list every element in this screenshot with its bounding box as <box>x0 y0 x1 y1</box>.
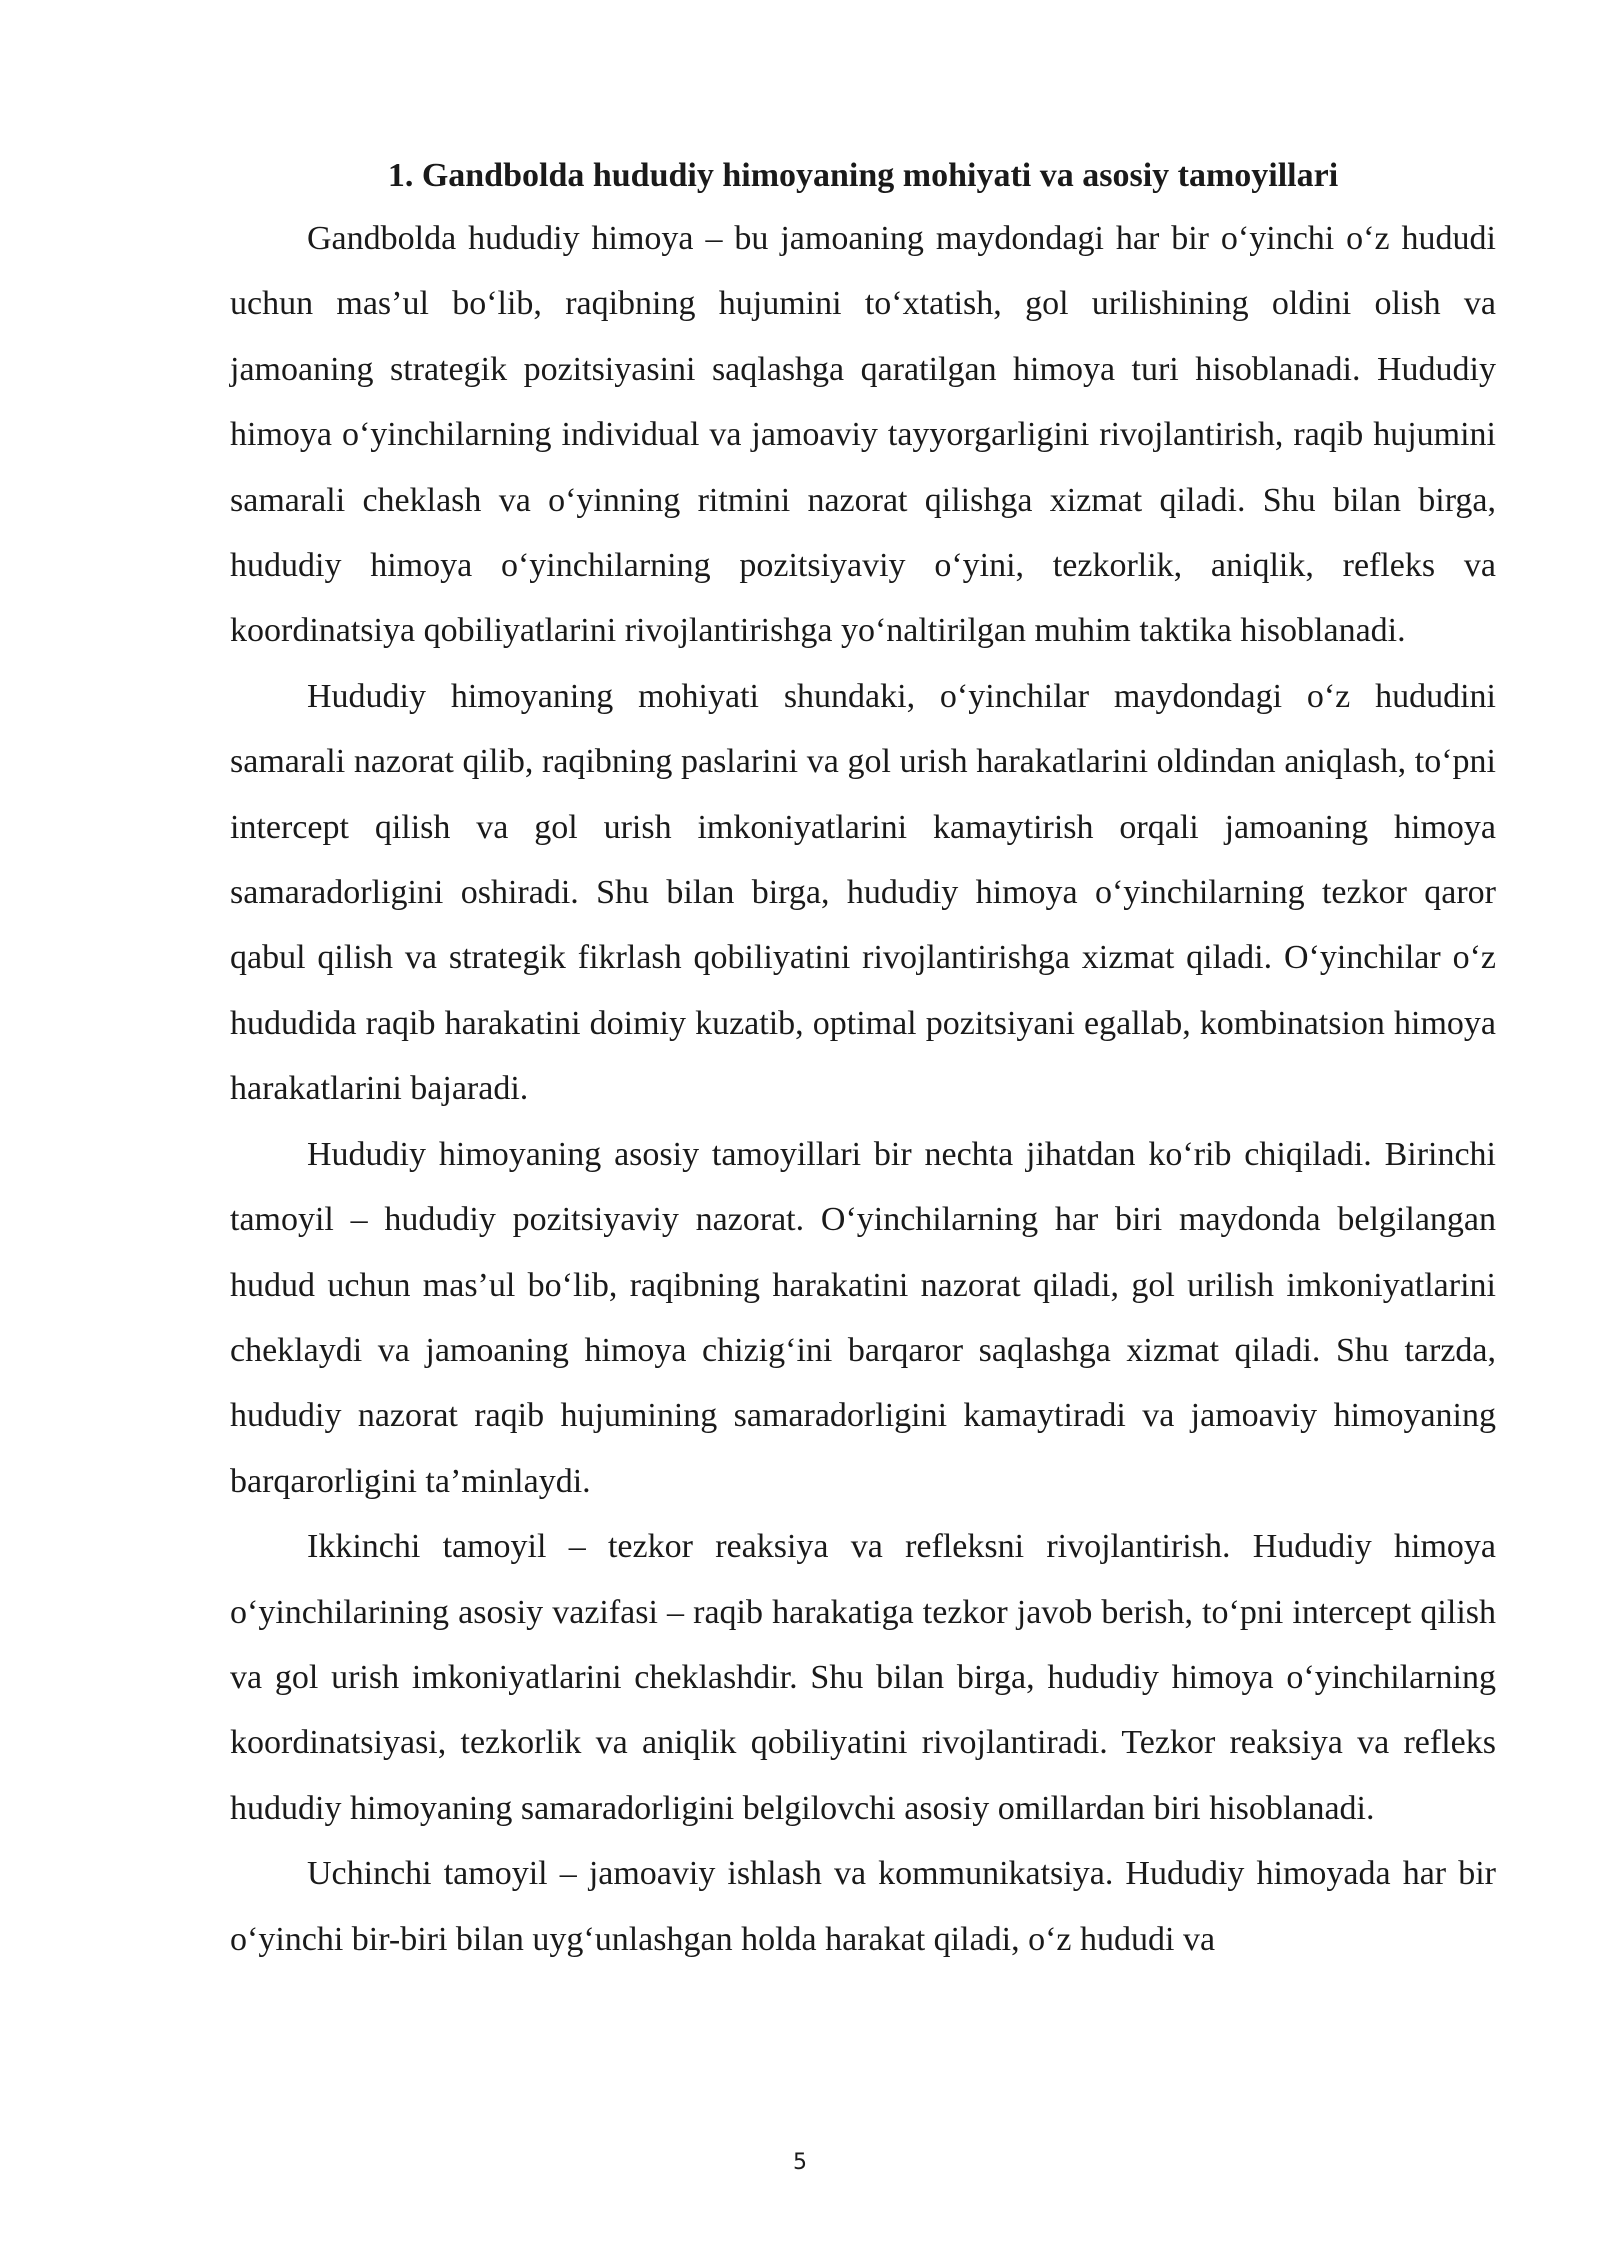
paragraph-4: Ikkinchi tamoyil – tezkor reaksiya va refleksni rivojlantirish. Hududiy himoya o‘yinchilarining asosiy vazifasi – raqib harakatiga tezkor javob berish, to‘pni intercept qilish va gol urish imkoniyatlarini cheklashdir. Shu bilan birga, hududiy himoya o‘yinchilarning koordinatsiyasi, tezkorlik va aniqlik qobiliyatini rivojlantiradi. Tezkor reaksiya va refleks hududiy himoyaning samaradorligini belgilovchi asosiy omillardan biri hisoblanadi. <box>230 1528 1496 1827</box>
page-number: 5 <box>793 2150 807 2175</box>
paragraph-2: Hududiy himoyaning mohiyati shundaki, o‘yinchilar maydondagi o‘z hududini samarali nazorat qilib, raqibning paslarini va gol urish harakatlarini oldindan aniqlash, to‘pni intercept qilish va gol urish imkoniyatlarini kamaytirish orqali jamoaning himoya samaradorligini oshiradi. Shu bilan birga, hududiy himoya o‘yinchilarning tezkor qaror qabul qilish va strategik fikrlash qobiliyatini rivojlantirishga xizmat qiladi. O‘yinchilar o‘z hududida raqib harakatini doimiy kuzatib, optimal pozitsiyani egallab, kombinatsion himoya harakatlarini bajaradi. <box>230 677 1496 1108</box>
paragraph-3: Hududiy himoyaning asosiy tamoyillari bir nechta jihatdan ko‘rib chiqiladi. Birinchi tamoyil – hududiy pozitsiyaviy nazorat. O‘yinchilarning har biri maydonda belgilangan hudud uchun mas’ul bo‘lib, raqibning harakatini nazorat qiladi, gol urilish imkoniyatlarini cheklaydi va jamoaning himoya chizig‘ini barqaror saqlashga xizmat qiladi. Shu tarzda, hududiy nazorat raqib hujumining samaradorligini kamaytiradi va jamoaviy himoyaning barqarorligini ta’minlaydi. <box>230 1135 1496 1500</box>
page-content <box>230 146 1496 1972</box>
paragraph-1: Gandbolda hududiy himoya – bu jamoaning maydondagi har bir o‘yinchi o‘z hududi uchun mas’ul bo‘lib, raqibning hujumini to‘xtatish, gol urilishining oldini olish va jamoaning strategik pozitsiyasini saqlashga qaratilgan himoya turi hisoblanadi. Hududiy himoya o‘yinchilarning individual va jamoaviy tayyorgarligini rivojlantirish, raqib hujumini samarali cheklash va o‘yinning ritmini nazorat qilishga xizmat qiladi. Shu bilan birga, hududiy himoya o‘yinchilarning pozitsiyaviy o‘yini, tezkorlik, aniqlik, refleks va koordinatsiya qobiliyatlarini rivojlantirishga yo‘naltirilgan muhim taktika hisoblanadi. <box>230 220 1496 650</box>
section-heading: 1. Gandbolda hududiy himoyaning mohiyati va asosiy tamoyillari <box>387 157 1339 194</box>
paragraph-5: Uchinchi tamoyil – jamoaviy ishlash va kommunikatsiya. Hududiy himoyada har bir o‘yinchi bir-biri bilan uyg‘unlashgan holda harakat qiladi, o‘z hududi va <box>230 1855 1496 1958</box>
